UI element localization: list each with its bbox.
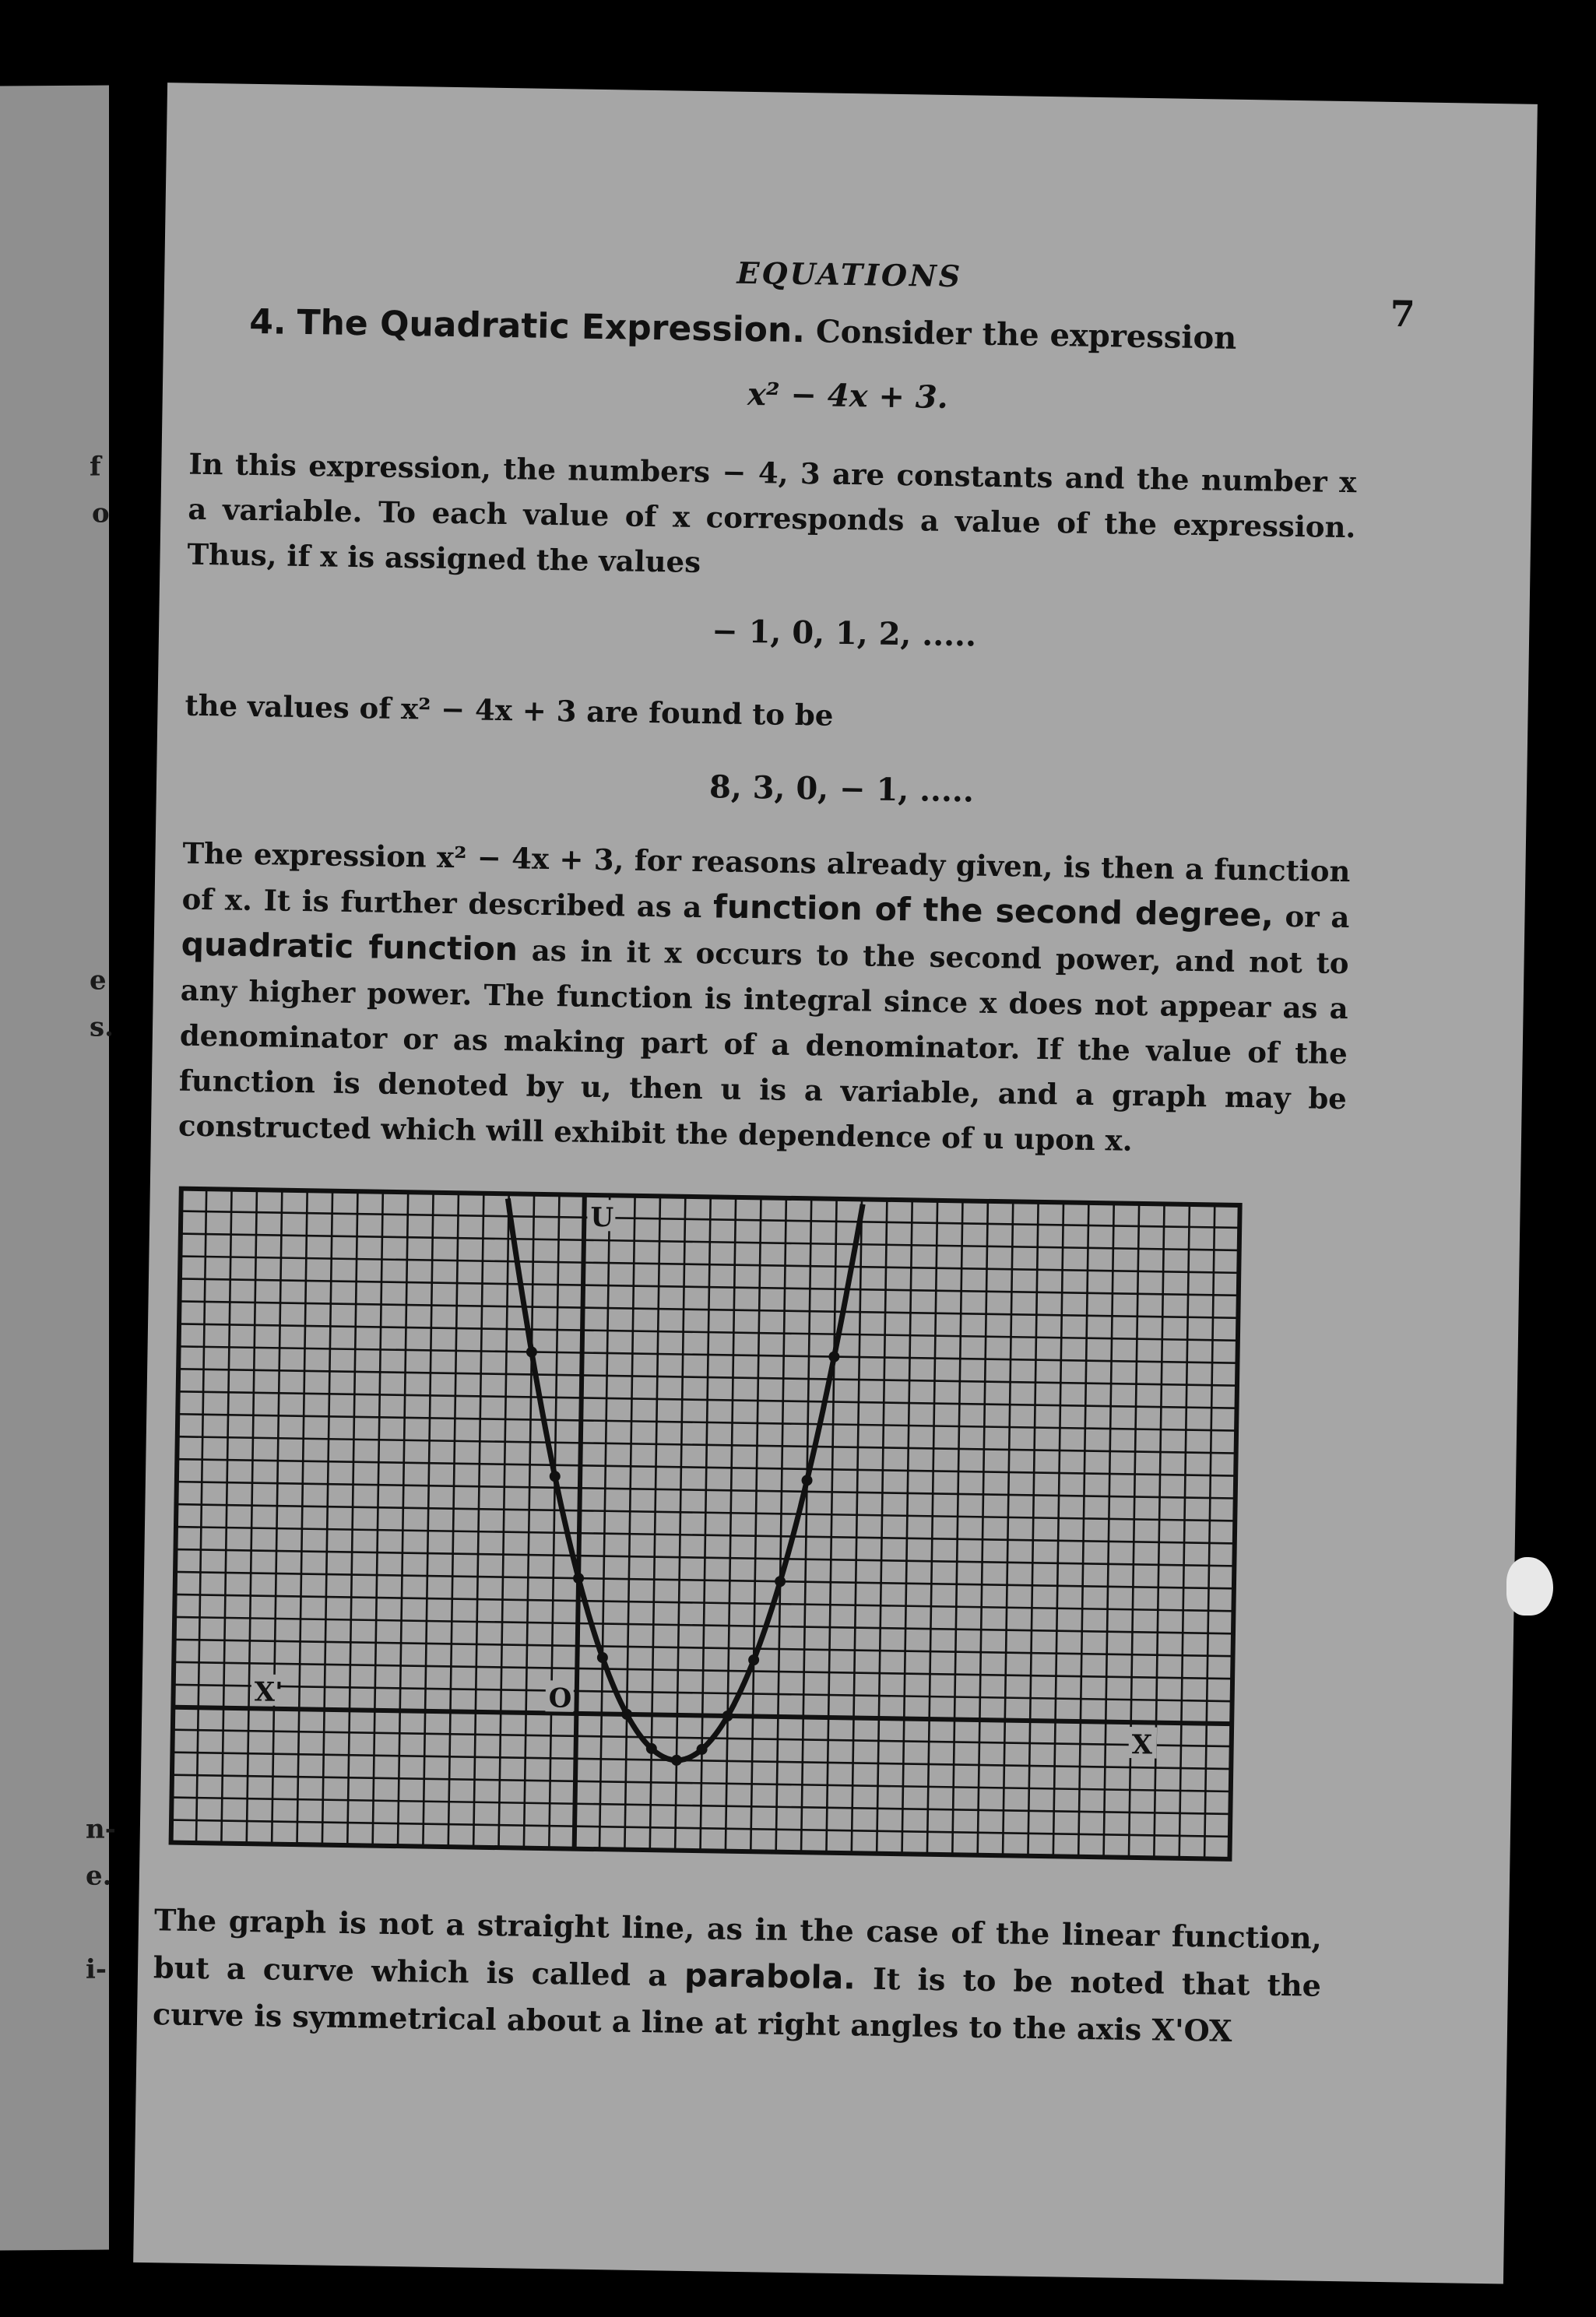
previous-page-edge — [0, 86, 116, 2251]
section-number: 4. — [248, 301, 287, 343]
grid-line-vertical — [1179, 1204, 1190, 1858]
grid-line-vertical — [171, 1189, 181, 1843]
curve-point — [828, 1351, 839, 1362]
grid-line-vertical — [978, 1201, 988, 1855]
paragraph-2-text: as in it x occurs to the second power, and not to any higher power. The function is integral since x does not appear as a denominator or as making part of a denominator. If the value of the function is denoted by u, then u is a variable, and a graph may be constructed which will exhibit the dependence of u upon x. — [178, 933, 1349, 1158]
grid-line-vertical — [373, 1192, 383, 1846]
grid-line-vertical — [952, 1201, 962, 1855]
page-number: 7 — [1390, 292, 1416, 336]
u-axis — [575, 1195, 585, 1849]
paragraph-2-text: or a — [1285, 898, 1350, 935]
grid-line-vertical — [221, 1190, 231, 1844]
grid-line-vertical — [524, 1194, 534, 1848]
grid-line-vertical — [1154, 1204, 1164, 1858]
section-intro: Consider the expression — [815, 313, 1237, 357]
parabola-graph — [155, 1173, 1256, 1875]
grid-line-vertical — [776, 1198, 786, 1852]
grid-line-vertical — [877, 1200, 887, 1854]
curve-point — [526, 1346, 537, 1357]
grid-line-vertical — [1229, 1205, 1239, 1859]
grid-line-vertical — [1053, 1202, 1063, 1856]
grid-line-vertical — [801, 1198, 811, 1852]
grid-line-vertical — [624, 1196, 635, 1850]
paragraph-2-text: The expression x² − 4x + 3, for reasons already given, is then a function of x. It is further described as a — [181, 835, 1351, 925]
grid-line-vertical — [726, 1197, 736, 1851]
section-title: The Quadratic Expression. — [297, 302, 806, 351]
prev-page-fragment: n- — [86, 1813, 116, 1845]
paragraph-3-text: It is to be noted that the curve is symmetrical about a line at right angles to the axis X'OX — [152, 1960, 1322, 2048]
expression-display: x² − 4x + 3. — [747, 375, 949, 416]
curve-point — [550, 1471, 561, 1482]
grid-lines — [171, 1189, 1240, 1859]
prev-page-fragment: o — [92, 498, 110, 529]
paragraph-1: In this expression, the numbers − 4, 3 are constants and the number x a variable. To each value of x corresponds a value of the expression. Thus, if x is assigned the values — [187, 446, 1357, 580]
grid-line-vertical — [196, 1189, 206, 1843]
term-parabola: parabola. — [684, 1956, 856, 1997]
grid-line-vertical — [347, 1191, 357, 1845]
u-axis-label: U — [590, 1201, 614, 1234]
grid-line-vertical — [675, 1197, 685, 1851]
running-head: EQUATIONS — [736, 255, 963, 294]
grid-line-vertical — [473, 1194, 483, 1848]
grid-line-vertical — [1003, 1201, 1013, 1855]
origin-label: O — [548, 1682, 572, 1714]
x-prime-label: X' — [254, 1676, 283, 1708]
grid-line-vertical — [1028, 1202, 1038, 1856]
grid-line-vertical — [423, 1193, 433, 1847]
grid-line-vertical — [448, 1193, 459, 1847]
grid-line-vertical — [499, 1194, 509, 1848]
grid-line-vertical — [599, 1195, 610, 1849]
paragraph-2 — [178, 831, 1351, 1167]
x-axis-label: X — [1131, 1729, 1153, 1761]
grid-line-vertical — [1104, 1203, 1114, 1857]
grid-line-vertical — [322, 1191, 332, 1845]
prev-page-fragment: s. — [90, 1011, 114, 1043]
grid-line-vertical — [1078, 1203, 1088, 1857]
curve-point — [573, 1573, 584, 1584]
grid-line-vertical — [549, 1194, 559, 1848]
graph-svg — [155, 1173, 1256, 1875]
curve-point — [671, 1755, 682, 1766]
prev-page-fragment: e. — [86, 1860, 112, 1892]
grid-line-vertical — [1204, 1204, 1215, 1858]
grid-line-vertical — [247, 1190, 257, 1844]
grid-line-vertical — [927, 1201, 937, 1855]
book-page — [133, 83, 1538, 2284]
prev-page-fragment: f — [90, 451, 101, 483]
grid-line-vertical — [272, 1190, 282, 1844]
paragraph-3 — [153, 1897, 1323, 2056]
section-heading — [249, 302, 1237, 357]
grid-line-vertical — [852, 1199, 862, 1853]
grid-line-vertical — [902, 1200, 912, 1854]
x-values-list: − 1, 0, 1, 2, ..... — [711, 613, 977, 654]
grid-line-vertical — [398, 1192, 408, 1846]
paragraph-3-text: The graph is not a straight line, as in the case of the linear function, but a curve which is called a — [153, 1902, 1323, 1993]
grid-line-vertical — [751, 1197, 761, 1851]
prev-page-fragment: i- — [86, 1953, 107, 1985]
curve-point — [801, 1475, 812, 1485]
grid-line-vertical — [297, 1190, 307, 1844]
paper-speck — [1506, 1557, 1553, 1616]
prev-page-fragment: e — [90, 965, 107, 997]
values-intro: the values of x² − 4x + 3 are found to be — [185, 687, 834, 733]
term-quadratic-function: quadratic function — [181, 925, 519, 969]
term-second-degree: function of the second degree, — [712, 888, 1274, 934]
u-values-list: 8, 3, 0, − 1, ..... — [708, 768, 975, 810]
grid-line-vertical — [826, 1199, 836, 1853]
